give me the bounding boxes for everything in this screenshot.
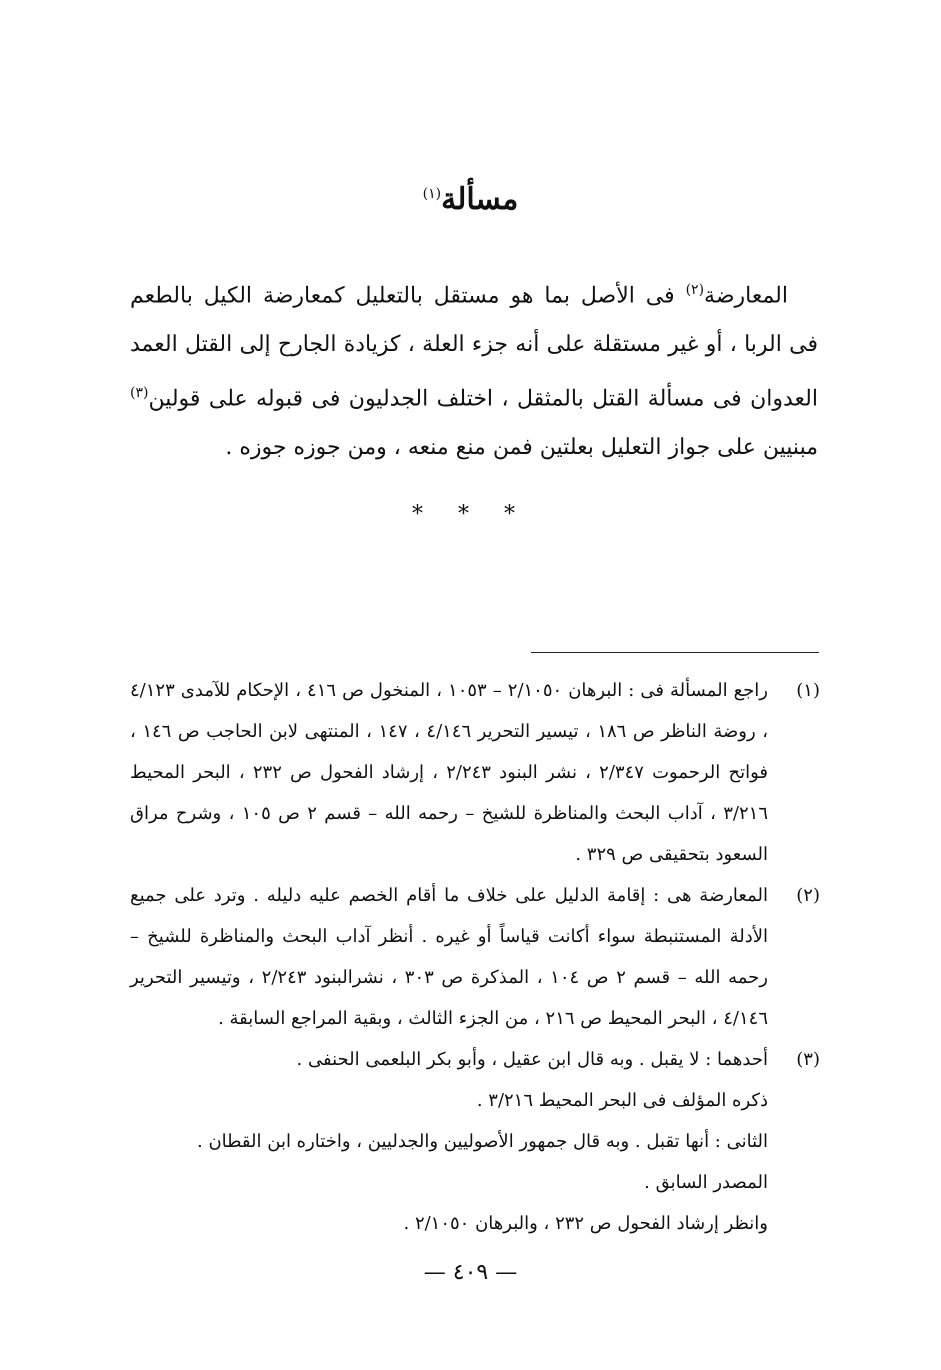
footnote-line: المعارضة هى : إقامة الدليل على خلاف ما أقام الخصم عليه دليله . وترد على جميع الأدلة المستنبطة سواء أكانت قياساً أو غيره . أنظر آداب البحث والمناظرة للشيخ – رحمه الله – قسم ٢ ص ١٠٤ ، المذكرة ص ٣٠٣ ، نشرالبنود ٢/٢٤٣ ، وتيسير التحرير ٤/١٤٦ ، البحر المحيط ص ٢١٦ ، من الجزء الثالث ، وبقية المراجع السابقة . [130,885,768,1029]
footnote-number: (١) [796,680,820,701]
section-separator: * * * [412,502,529,527]
footnote-line: المصدر السابق . [644,1172,768,1193]
title-footnote-ref[interactable]: (١) [422,186,442,202]
footnote-line: أحدهما : لا يقبل . وبه قال ابن عقيل ، وأبو بكر البلعمى الحنفى . [296,1049,768,1070]
paragraph-text-part3: مبنيين على جواز التعليل بعلتين فمن منع منعه ، ومن جوزه جوزه . [225,435,818,461]
footnote-2 [130,875,820,1039]
footnote-line: وانظر إرشاد الفحول ص ٢٣٢ ، والبرهان ٢/١٠٥٠ . [403,1213,768,1234]
section-title [0,172,941,222]
footnote-body [130,875,768,1039]
page-number: — ٤٠٩ — [423,1260,518,1285]
paragraph-text-part2: فى الأصل بما هو مستقل بالتعليل كمعارضة الكيل بالطعم فى الربا ، أو غير مستقلة على أنه جزء العلة ، كزيادة الجارح إلى القتل العمد العدوان فى مسألة القتل بالمثقل ، اختلف الجدليون فى قبوله على قولين [130,283,818,412]
footnote-divider [531,652,819,653]
footnote-body [130,1039,768,1244]
main-paragraph [130,266,818,473]
section-title-text: مسألة [441,182,519,217]
footnote-ref-3[interactable]: (٣) [130,385,149,402]
footnote-number: (٣) [796,1049,820,1070]
footnotes [130,670,820,1244]
footnote-ref-2[interactable]: (٢) [685,282,705,298]
paragraph-text-part1: المعارضة [704,283,788,309]
footnote-body [130,670,768,875]
footnote-1 [130,670,820,875]
footnote-3 [130,1039,820,1244]
footnote-line: راجع المسألة فى : البرهان ٢/١٠٥٠ – ١٠٥٣ ، المنخول ص ٤١٦ ، الإحكام للآمدى ٤/١٢٣ ، روضة الناظر ص ١٨٦ ، تيسير التحرير ٤/١٤٦ ، ١٤٧ ، المنتهى لابن الحاجب ص ١٤٦ ، فواتح الرحموت ٢/٣٤٧ ، نشر البنود ٢/٢٤٣ ، إرشاد الفحول ص ٢٣٢ ، البحر المحيط ٣/٢١٦ ، آداب البحث والمناظرة للشيخ – رحمه الله – قسم ٢ ص ١٠٥ ، وشرح مراق السعود بتحقيقى ص ٣٢٩ . [130,680,769,865]
footnote-number: (٢) [796,885,820,906]
footnote-line: ذكره المؤلف فى البحر المحيط ٣/٢١٦ . [476,1090,768,1111]
footnote-line: الثانى : أنها تقبل . وبه قال جمهور الأصوليين والجدليين ، واختاره ابن القطان . [197,1131,768,1152]
